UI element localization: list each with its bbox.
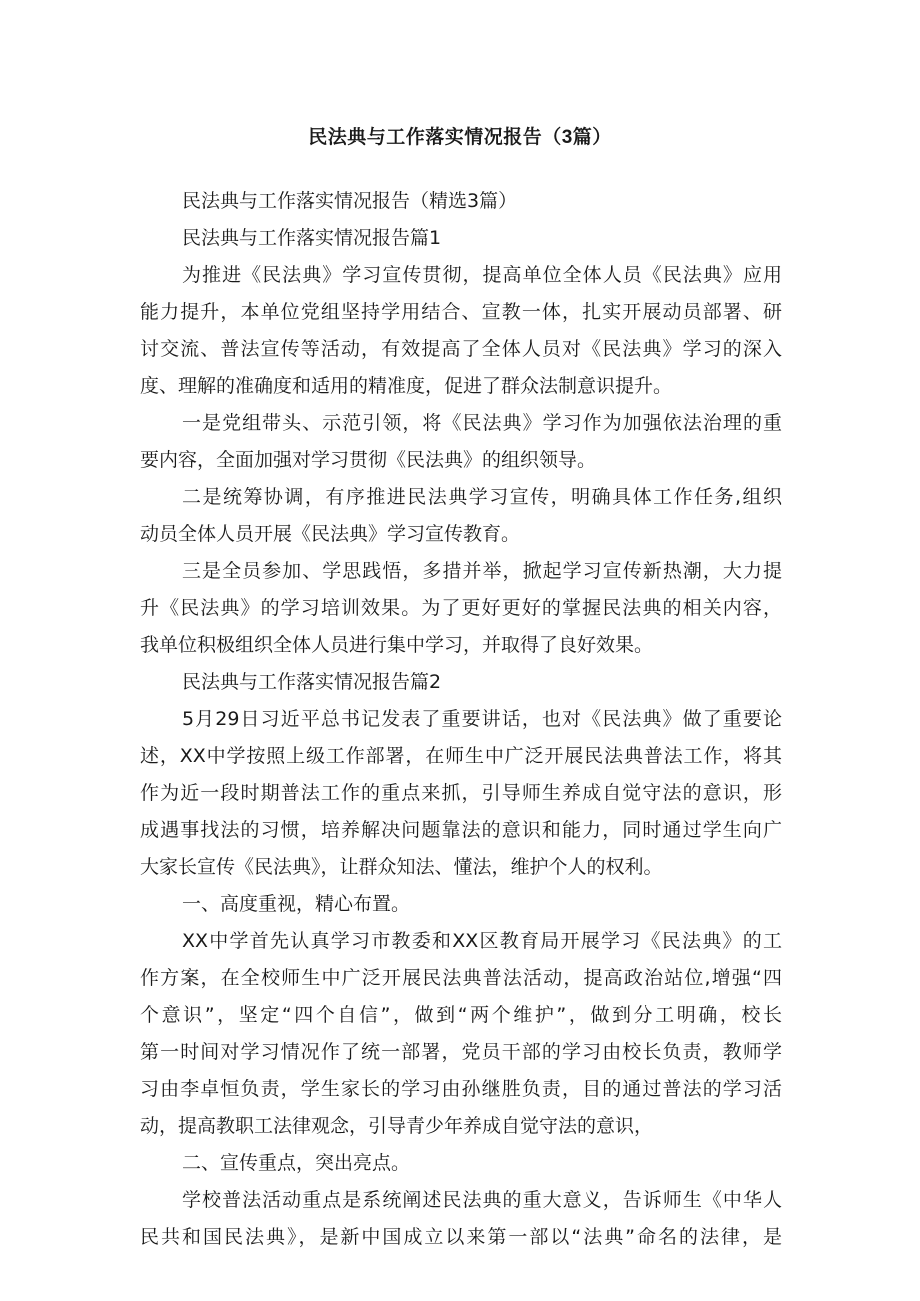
paragraph-line: 三是全员参加、学思践悟，多措并举，掀起学习宣传新热潮，大力提 [182,560,782,582]
subtitle-line: 民法典与工作落实情况报告（精选3篇） [182,190,518,212]
paragraph-line: 升《民法典》的学习培训效果。为了更好更好的掌握民法典的相关内容， [140,597,782,619]
paragraph-line: 大家长宣传《民法典》，让群众知法、懂法，维护个人的权利。 [140,856,663,878]
paragraph-line: 成遇事找法的习惯，培养解决问题靠法的意识和能力，同时通过学生向广 [140,819,782,841]
paragraph-line: 一是党组带头、示范引领，将《民法典》学习作为加强依法治理的重 [182,412,782,434]
paragraph-line: 民共和国民法典》，是新中国成立以来第一部以“法典”命名的法律，是 [140,1226,782,1248]
paragraph-line: 二是统筹协调，有序推进民法典学习宣传，明确具体工作任务,组织 [182,486,782,508]
paragraph-line: 习由李卓恒负责，学生家长的学习由孙继胜负责，目的通过普法的学习活 [140,1078,782,1100]
paragraph-line: 第一时间对学习情况作了统一部署，党员干部的学习由校长负责，教师学 [140,1041,782,1063]
paragraph-line: 度、理解的准确度和适用的精准度，促进了群众法制意识提升。 [140,375,673,397]
section-heading-2: 民法典与工作落实情况报告篇2 [182,671,442,693]
paragraph-line: 述，XX中学按照上级工作部署，在师生中广泛开展民法典普法工作，将其 [140,745,782,767]
paragraph-line: 我单位积极组织全体人员进行集中学习，并取得了良好效果。 [140,634,654,656]
subheading-line: 二、宣传重点，突出亮点。 [182,1152,411,1174]
paragraph-line: 动员全体人员开展《民法典》学习宣传教育。 [140,523,521,545]
paragraph-line: 讨交流、普法宣传等活动，有效提高了全体人员对《民法典》学习的深入 [140,338,782,360]
document-body [140,183,782,1256]
paragraph-line: 个意识”，坚定“四个自信”，做到“两个维护”，做到分工明确，校长 [140,1004,782,1026]
subheading-line: 一、高度重视，精心布置。 [182,893,411,915]
paragraph-line: 要内容，全面加强对学习贯彻《民法典》的组织领导。 [140,449,597,471]
paragraph-line: 5月29日习近平总书记发表了重要讲话，也对《民法典》做了重要论 [182,708,782,730]
paragraph-line: 动，提高教职工法律观念，引导青少年养成自觉守法的意识， [140,1115,654,1137]
paragraph-line: 作为近一段时期普法工作的重点来抓，引导师生养成自觉守法的意识，形 [140,782,782,804]
paragraph-line: XX中学首先认真学习市教委和XX区教育局开展学习《民法典》的工 [182,930,782,952]
paragraph-line: 能力提升，本单位党组坚持学用结合、宣教一体，扎实开展动员部署、研 [140,301,782,323]
section-heading-1: 民法典与工作落实情况报告篇1 [182,227,442,249]
paragraph-line: 学校普法活动重点是系统阐述民法典的重大意义，告诉师生《中华人 [182,1189,782,1211]
document-title: 民法典与工作落实情况报告（3篇） [308,127,612,148]
paragraph-line: 为推进《民法典》学习宣传贯彻，提高单位全体人员《民法典》应用 [182,264,782,286]
paragraph-line: 作方案，在全校师生中广泛开展民法典普法活动，提高政治站位,增强“四 [140,967,782,989]
